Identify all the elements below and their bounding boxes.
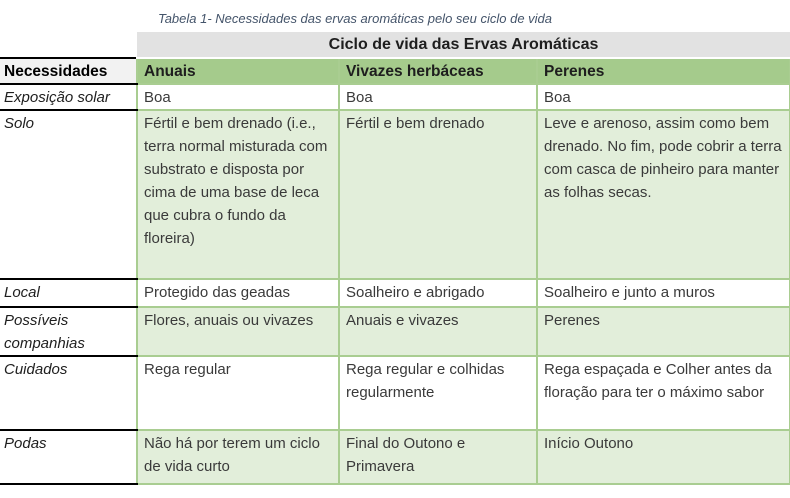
table-row-exposicao-solar (0, 84, 790, 110)
row-label: Podas (0, 430, 137, 484)
column-header-row (0, 58, 790, 84)
cell-anuais: Boa (137, 84, 339, 110)
row-label: Solo (0, 110, 137, 279)
cell-vivazes: Fértil e bem drenado (339, 110, 537, 279)
row-label: Local (0, 279, 137, 307)
table-row-local (0, 279, 790, 307)
row-label: Cuidados (0, 356, 137, 430)
cell-perenes: Rega espaçada e Colher antes da floração para ter o máximo sabor (537, 356, 790, 430)
cell-anuais: Rega regular (137, 356, 339, 430)
cell-perenes: Perenes (537, 307, 790, 356)
cell-perenes: Início Outono (537, 430, 790, 484)
cell-vivazes: Soalheiro e abrigado (339, 279, 537, 307)
cell-anuais: Protegido das geadas (137, 279, 339, 307)
table-caption: Tabela 1- Necessidades das ervas aromáticas pelo seu ciclo de vida (157, 11, 553, 26)
row-label: Exposição solar (0, 84, 137, 110)
group-header-cell: Ciclo de vida das Ervas Aromáticas (137, 32, 790, 58)
header-vivazes-herbaceas: Vivazes herbáceas (339, 58, 537, 84)
row-label: Possíveis companhias (0, 307, 137, 356)
header-perenes: Perenes (537, 58, 790, 84)
cell-perenes: Soalheiro e junto a muros (537, 279, 790, 307)
cell-anuais: Flores, anuais ou vivazes (137, 307, 339, 356)
corner-blank-cell (0, 32, 137, 58)
table-row-podas (0, 430, 790, 484)
cell-perenes: Leve e arenoso, assim como bem drenado. No fim, pode cobrir a terra com casca de pinheiro para manter as folhas secas. (537, 110, 790, 279)
cell-vivazes: Rega regular e colhidas regularmente (339, 356, 537, 430)
herbs-lifecycle-table (0, 32, 790, 485)
header-anuais: Anuais (137, 58, 339, 84)
cell-vivazes: Boa (339, 84, 537, 110)
cell-anuais: Não há por terem um ciclo de vida curto (137, 430, 339, 484)
header-necessidades: Necessidades (0, 58, 137, 84)
table-row-solo (0, 110, 790, 279)
table-row-possiveis-companhias (0, 307, 790, 356)
group-header-row (0, 32, 790, 58)
cell-vivazes: Final do Outono e Primavera (339, 430, 537, 484)
cell-anuais: Fértil e bem drenado (i.e., terra normal misturada com substrato e disposta por cima de uma base de leca que cubra o fundo da floreira) (137, 110, 339, 279)
cell-perenes: Boa (537, 84, 790, 110)
cell-vivazes: Anuais e vivazes (339, 307, 537, 356)
table-row-cuidados (0, 356, 790, 430)
